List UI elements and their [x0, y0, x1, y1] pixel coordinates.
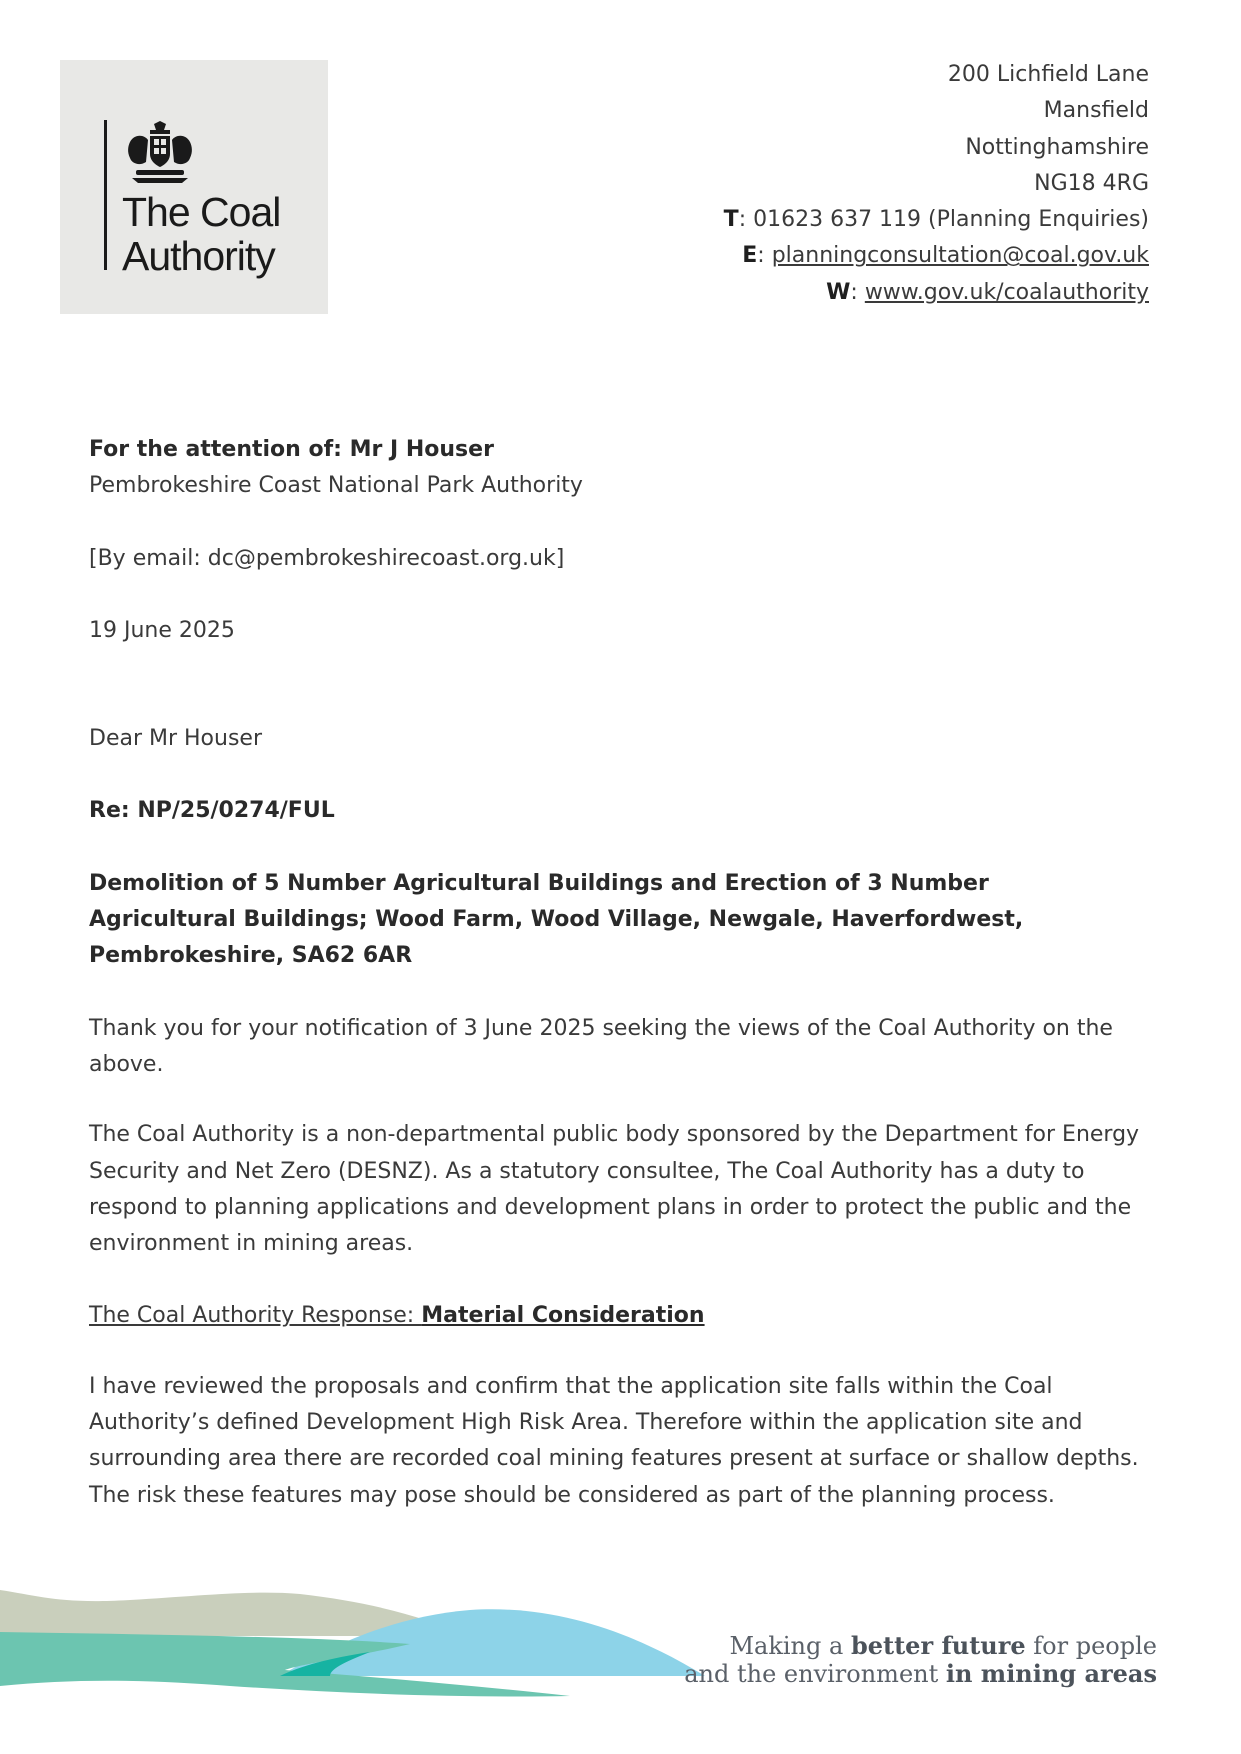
web-label: W: [826, 279, 851, 305]
address-email: E: planningconsultation@coal.gov.uk: [742, 243, 1149, 269]
tagline-t3: for people: [1025, 1632, 1157, 1660]
letter-date: 19 June 2025: [89, 617, 235, 643]
phone-label: T: [723, 207, 739, 233]
address-web: W: www.gov.uk/coalauthority: [826, 279, 1149, 305]
footer-waves: [0, 1580, 720, 1700]
salutation: Dear Mr Houser: [89, 726, 263, 752]
email-label: E: [742, 243, 758, 269]
letter-body: [89, 432, 1164, 1514]
footer-tagline: [684, 1632, 1157, 1688]
address-line-3: Nottinghamshire: [965, 134, 1149, 160]
logo-divider: [104, 120, 107, 270]
tagline-t5: in mining areas: [945, 1659, 1157, 1688]
logo-line-1: The Coal: [122, 189, 281, 235]
by-email-line: [By email: dc@pembrokeshirecoast.org.uk]: [89, 545, 565, 571]
paragraph-3: I have reviewed the proposals and confirm that the application site falls within the Coal Authority’s defined Development High Risk Area. Therefore within the application site and surrounding area there are recorded coal mining features present at surface or shallow depths. The risk these features may pose should be considered as part of the planning process.: [89, 1373, 1139, 1508]
tagline-t1: Making a: [729, 1632, 851, 1660]
logo: [60, 60, 328, 314]
phone-value: : 01623 637 119 (Planning Enquiries): [738, 207, 1149, 233]
email-link[interactable]: planningconsultation@coal.gov.uk: [771, 243, 1149, 269]
address-phone: [724, 202, 1149, 238]
address-postcode: NG18 4RG: [1034, 170, 1149, 196]
recipient-organisation: Pembrokeshire Coast National Park Authority: [89, 473, 583, 499]
coat-of-arms-icon: [120, 120, 200, 186]
reference-line: Re: NP/25/0274/FUL: [89, 798, 335, 824]
response-line: [89, 1298, 1164, 1334]
logo-line-2: Authority: [122, 233, 275, 279]
address-line-1: 200 Lichfield Lane: [947, 62, 1149, 87]
paragraph-2: The Coal Authority is a non-departmental public body sponsored by the Department for Energy Security and Net Zero (DESNZ). As a statutory consultee, The Coal Authority has a duty to respond to planning applications and development plans in order to protect the public and the environment in mining areas.: [89, 1122, 1140, 1257]
response-label: The Coal Authority Response:: [89, 1303, 422, 1329]
subject-line: Demolition of 5 Number Agricultural Buildings and Erection of 3 Number Agricultural Buildings; Wood Farm, Wood Village, Newgale, Haverfordwest, Pembrokeshire, SA62 6AR: [89, 870, 1024, 969]
tagline-line-1: [684, 1632, 1157, 1660]
tagline-line-2: [684, 1660, 1157, 1688]
address-line-2: Mansfield: [1043, 98, 1149, 124]
tagline-t2: better future: [850, 1631, 1026, 1660]
paragraph-1: Thank you for your notification of 3 June 2025 seeking the views of the Coal Authority on the above.: [89, 1015, 1113, 1077]
logo-text: [122, 190, 280, 278]
response-value: Material Consideration: [421, 1303, 705, 1329]
tagline-t4: and the environment: [684, 1660, 946, 1688]
sender-address: [724, 57, 1149, 311]
web-link[interactable]: www.gov.uk/coalauthority: [864, 279, 1149, 305]
attention-line: For the attention of: Mr J Houser: [89, 437, 494, 462]
